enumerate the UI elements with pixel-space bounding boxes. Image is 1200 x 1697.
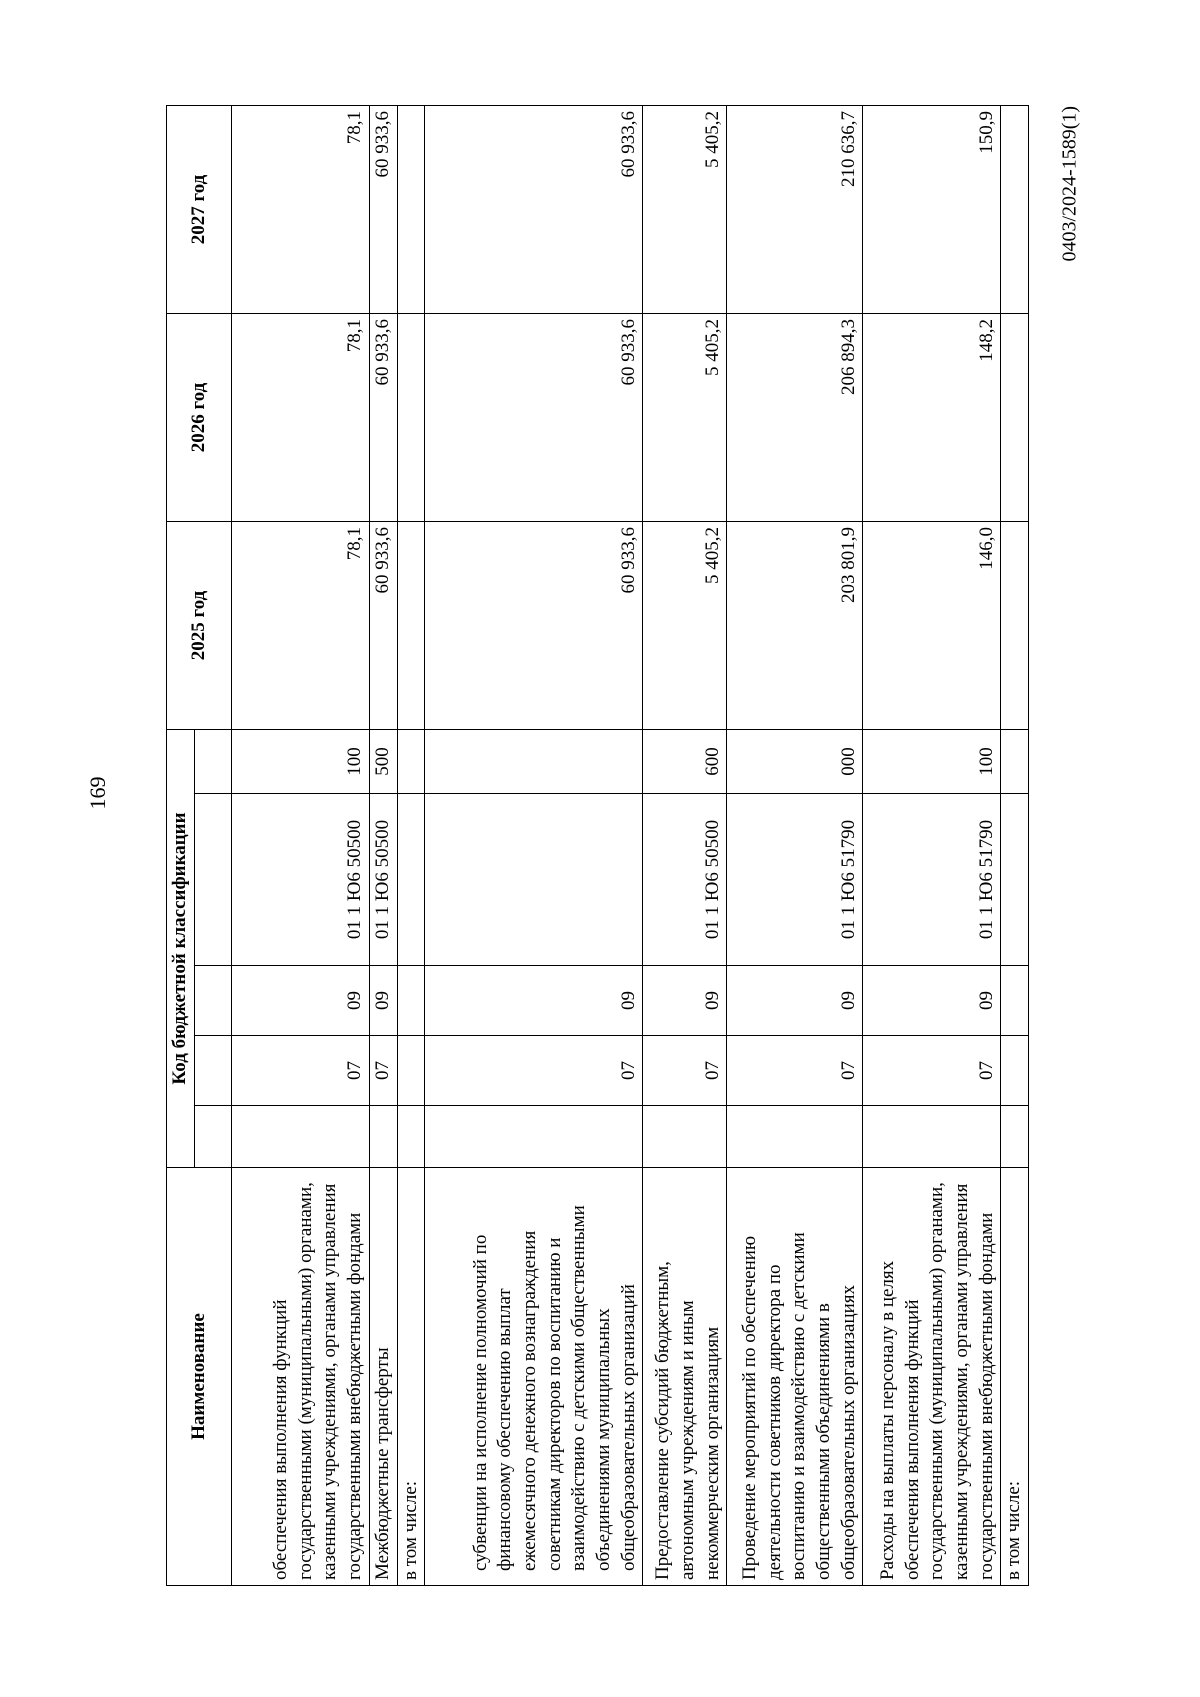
row-name: Межбюджетные трансферты	[369, 1168, 397, 1586]
header-2026: 2026 год	[167, 313, 232, 521]
value-2027: 210 636,7	[727, 105, 863, 313]
header-2027: 2027 год	[167, 105, 232, 313]
document-code: 0403/2024-1589(1)	[1058, 105, 1081, 262]
code-target	[397, 794, 425, 966]
code-target: 01 1 Ю6 51790	[727, 794, 863, 966]
code-section	[397, 1036, 425, 1106]
value-2026	[397, 313, 425, 521]
row-name: обеспечения выполнения функций государственными (муниципальными) органами, казенными учреждениями, органами управления государственными внебюджетными фондами	[231, 1168, 369, 1586]
header-code: Код бюджетной классификации	[167, 729, 195, 1167]
table-row	[643, 105, 727, 1585]
code-1	[643, 1106, 727, 1168]
code-section: 07	[727, 1036, 863, 1106]
value-2025: 60 933,6	[369, 521, 397, 729]
code-type	[1001, 729, 1029, 793]
value-2026: 206 894,3	[727, 313, 863, 521]
table-row	[231, 105, 369, 1585]
code-1	[863, 1106, 1001, 1168]
code-subsection	[1001, 966, 1029, 1036]
header-code-sub-2	[194, 1036, 231, 1106]
value-2025: 78,1	[231, 521, 369, 729]
value-2027: 5 405,2	[643, 105, 727, 313]
code-subsection: 09	[231, 966, 369, 1036]
value-2026: 60 933,6	[369, 313, 397, 521]
code-subsection	[397, 966, 425, 1036]
header-name: Наименование	[167, 1168, 232, 1586]
value-2025	[397, 521, 425, 729]
value-2027: 150,9	[863, 105, 1001, 313]
code-target	[1001, 794, 1029, 966]
row-name: Расходы на выплаты персоналу в целях обеспечения выполнения функций государственными (муниципальными) органами, казенными учреждениями, органами управления государственными внебюджетными фондами	[863, 1168, 1001, 1586]
page-number: 169	[85, 776, 110, 810]
value-2025: 203 801,9	[727, 521, 863, 729]
code-section: 07	[863, 1036, 1001, 1106]
value-2027	[397, 105, 425, 313]
row-name: Проведение мероприятий по обеспечению деятельности советников директора по воспитанию и взаимодействию с детскими общественными объединениями в общеобразовательных организациях	[727, 1168, 863, 1586]
code-type	[425, 729, 643, 793]
header-code-sub-1	[194, 1106, 231, 1168]
table-row	[369, 105, 397, 1585]
row-name: субвенции на исполнение полномочий по финансовому обеспечению выплат ежемесячного денежного вознаграждения советникам директоров по воспитанию и взаимодействию с детскими общественными объединениями муниципальных общеобразовательных организаций	[425, 1168, 643, 1586]
code-subsection: 09	[727, 966, 863, 1036]
code-1	[425, 1106, 643, 1168]
code-type: 000	[727, 729, 863, 793]
code-subsection: 09	[863, 966, 1001, 1036]
code-section: 07	[369, 1036, 397, 1106]
header-code-sub-5	[194, 729, 231, 793]
header-code-sub-3	[194, 966, 231, 1036]
value-2027: 60 933,6	[369, 105, 397, 313]
header-2025: 2025 год	[167, 521, 232, 729]
code-type: 100	[231, 729, 369, 793]
code-1	[397, 1106, 425, 1168]
value-2025: 60 933,6	[425, 521, 643, 729]
code-1	[231, 1106, 369, 1168]
code-section	[1001, 1036, 1029, 1106]
code-target: 01 1 Ю6 50500	[369, 794, 397, 966]
value-2026	[1001, 313, 1029, 521]
code-subsection: 09	[425, 966, 643, 1036]
code-section: 07	[425, 1036, 643, 1106]
value-2026: 148,2	[863, 313, 1001, 521]
code-type: 100	[863, 729, 1001, 793]
code-1	[369, 1106, 397, 1168]
code-1	[1001, 1106, 1029, 1168]
table-row	[863, 105, 1001, 1585]
row-name: Предоставление субсидий бюджетным, автономным учреждениям и иным некоммерческим организациям	[643, 1168, 727, 1586]
value-2025: 5 405,2	[643, 521, 727, 729]
value-2026: 78,1	[231, 313, 369, 521]
code-target: 01 1 Ю6 50500	[231, 794, 369, 966]
header-row	[167, 105, 195, 1585]
code-type: 600	[643, 729, 727, 793]
code-target: 01 1 Ю6 51790	[863, 794, 1001, 966]
row-name: в том числе:	[397, 1168, 425, 1586]
code-1	[727, 1106, 863, 1168]
table-row	[727, 105, 863, 1585]
code-target: 01 1 Ю6 50500	[643, 794, 727, 966]
code-section: 07	[643, 1036, 727, 1106]
code-subsection: 09	[369, 966, 397, 1036]
code-type: 500	[369, 729, 397, 793]
budget-table-rotated	[166, 106, 1051, 1586]
table-row	[425, 105, 643, 1585]
budget-table	[166, 105, 1029, 1586]
value-2026: 60 933,6	[425, 313, 643, 521]
code-section: 07	[231, 1036, 369, 1106]
table-row	[397, 105, 425, 1585]
value-2027: 60 933,6	[425, 105, 643, 313]
value-2025: 146,0	[863, 521, 1001, 729]
value-2027	[1001, 105, 1029, 313]
code-target	[425, 794, 643, 966]
code-subsection: 09	[643, 966, 727, 1036]
table-row	[1001, 105, 1029, 1585]
value-2025	[1001, 521, 1029, 729]
code-type	[397, 729, 425, 793]
row-name: в том числе:	[1001, 1168, 1029, 1586]
value-2026: 5 405,2	[643, 313, 727, 521]
header-code-sub-4	[194, 794, 231, 966]
value-2027: 78,1	[231, 105, 369, 313]
